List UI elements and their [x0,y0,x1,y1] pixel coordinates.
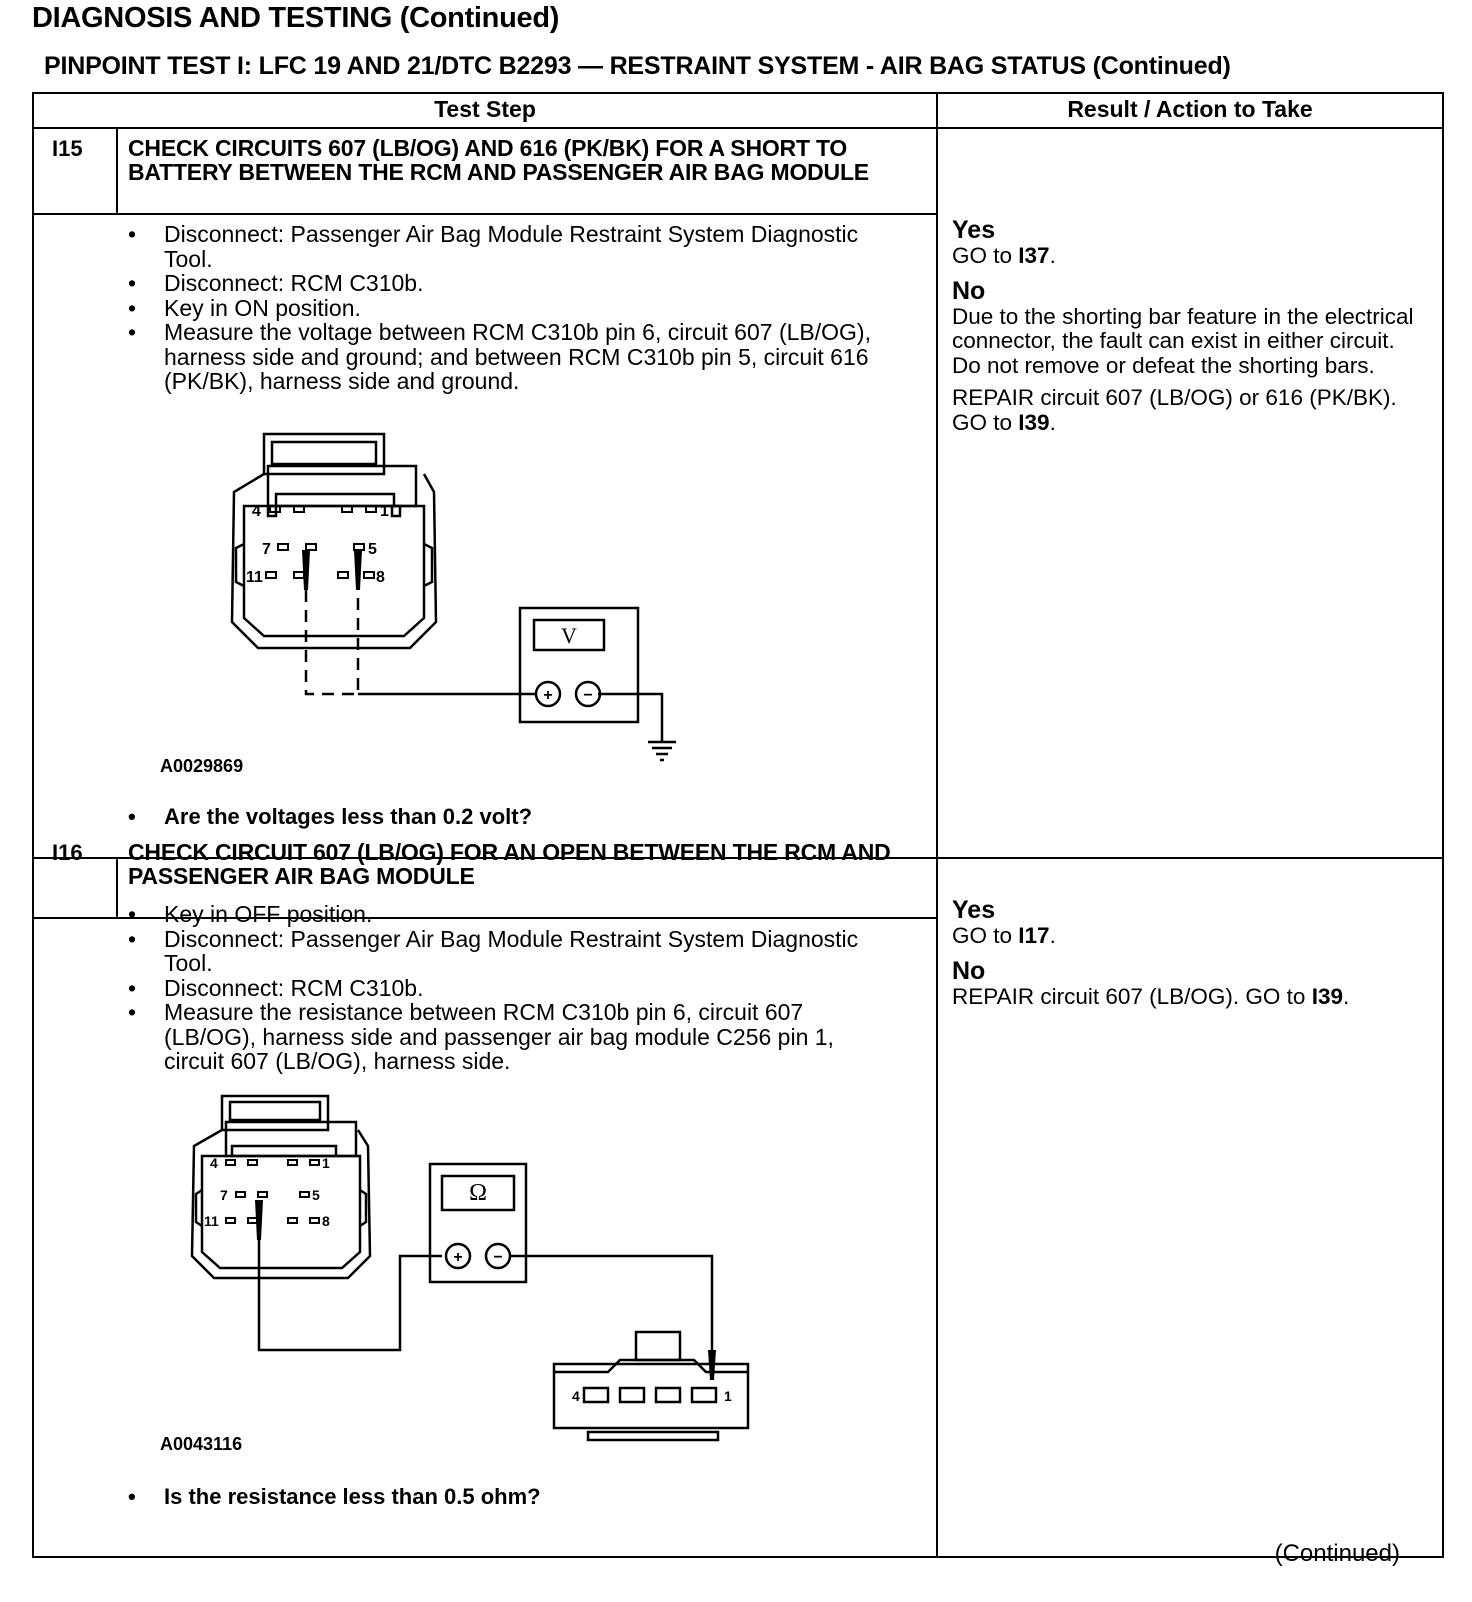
instruction-item: • Disconnect: RCM C310b. [124,271,894,296]
step-instructions [124,902,894,1074]
column-header-test-step: Test Step [434,96,536,122]
instruction-item: • Key in ON position. [124,296,894,321]
pin-label: 8 [322,1213,330,1229]
no-label: No [952,276,986,305]
pin-label: 1 [380,503,389,520]
instruction-item: • Key in OFF position. [124,902,894,927]
instruction-item: • Disconnect: Passenger Air Bag Module Restraint System Diagnostic Tool. [124,927,894,976]
yes-action: GO to I37. [952,243,1056,268]
yes-label: Yes [952,896,996,924]
result-block [952,896,1422,1017]
yes-label: Yes [952,216,996,244]
instruction-item: • Disconnect: RCM C310b. [124,976,894,1001]
result-block [952,216,1422,443]
pin-label: 4 [210,1155,218,1171]
continued-label: (Continued) [1274,1540,1400,1567]
step-question: • Are the voltages less than 0.2 volt? [128,804,533,829]
no-action: REPAIR circuit 607 (LB/OG) or 616 (PK/BK). GO to I39. [952,385,1397,435]
instruction-item: • Measure the resistance between RCM C310b pin 6, circuit 607 (LB/OG), harness side and passenger air bag module C256 pin 1, circuit 607 (LB/OG), harness side. [124,1000,894,1074]
step-number: I16 [52,840,83,865]
goto-link[interactable]: I39 [1311,983,1343,1009]
pin-label: 5 [312,1187,320,1203]
pin-label: 8 [376,569,385,586]
column-header-result: Result / Action to Take [1067,96,1313,122]
step-number: I15 [52,136,83,161]
no-label: No [952,956,986,985]
probe-icon [708,1350,716,1380]
plus-terminal: + [543,687,553,704]
goto-link[interactable]: I17 [1018,923,1050,948]
goto-link[interactable]: I37 [1018,243,1050,268]
pin-label: 7 [220,1187,228,1203]
pin-label: 11 [246,569,263,586]
ohmmeter-label: Ω [469,1180,487,1206]
pin-label: 1 [322,1155,330,1171]
step-instructions [124,222,894,394]
pinpoint-test-title: PINPOINT TEST I: LFC 19 AND 21/DTC B2293 — RESTRAINT SYSTEM - AIR BAG STATUS (Continued) [44,52,1231,80]
voltmeter-label: V [561,623,577,648]
pin-label: 11 [204,1213,219,1229]
plus-terminal: + [453,1249,463,1266]
no-note: Due to the shorting bar feature in the electrical connector, the fault can exist in either circuit. Do not remove or defeat the shorting bars. [952,303,1414,378]
figure-id: A0043116 [160,1434,243,1454]
pin-label: 7 [262,541,271,558]
pin-label: 4 [572,1388,580,1404]
probe-icon [255,1200,263,1240]
minus-terminal: − [583,687,593,704]
resistance-test-diagram [188,1094,788,1454]
step-title: CHECK CIRCUIT 607 (LB/OG) FOR AN OPEN BETWEEN THE RCM AND PASSENGER AIR BAG MODULE [128,839,891,889]
no-action: REPAIR circuit 607 (LB/OG). GO to I39. [952,983,1350,1009]
probe-icon [354,550,362,590]
yes-action: GO to I17. [952,923,1056,948]
instruction-item: • Disconnect: Passenger Air Bag Module Restraint System Diagnostic Tool. [124,222,894,271]
pin-label: 4 [252,503,261,520]
voltage-test-diagram [224,432,704,792]
probe-icon [302,550,310,590]
page-title: DIAGNOSIS AND TESTING (Continued) [32,2,560,34]
step-question: • Is the resistance less than 0.5 ohm? [128,1484,541,1509]
step-title: CHECK CIRCUITS 607 (LB/OG) AND 616 (PK/BK) FOR A SHORT TO BATTERY BETWEEN THE RCM AND PASSENGER AIR BAG MODULE [128,135,869,185]
minus-terminal: − [493,1249,503,1266]
goto-link[interactable]: I39 [1018,409,1050,435]
figure-id: A0029869 [160,756,244,776]
instruction-item: • Measure the voltage between RCM C310b pin 6, circuit 607 (LB/OG), harness side and ground; and between RCM C310b pin 5, circuit 616 (PK/BK), harness side and ground. [124,320,894,394]
pin-label: 5 [368,541,377,558]
pin-label: 1 [724,1388,732,1404]
